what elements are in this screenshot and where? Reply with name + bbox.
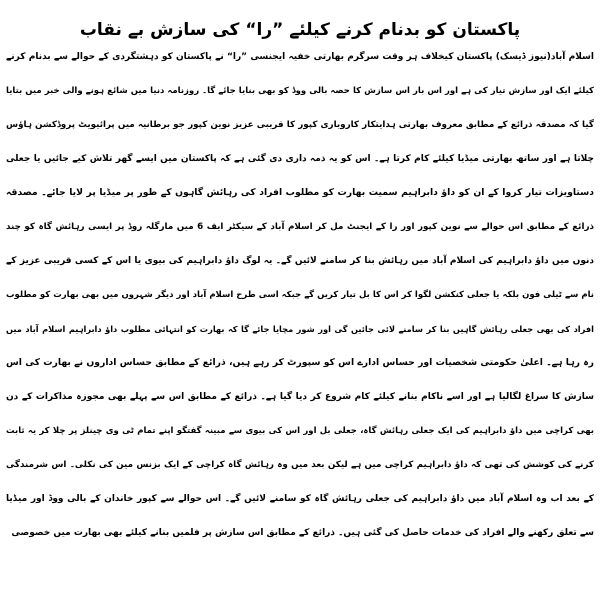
article-line: رہ رہا ہے۔ اعلیٰ حکومتی شخصیات اور حساس ادارے اس کو سپورٹ کر رہے ہیں، ذرائع کے مطابق حساس اداروں نے بھارت کی اس: [6, 357, 594, 368]
article-line: کے بعد اب وہ اسلام آباد میں داؤ دابراہیم کی جعلی رہائش گاہ کو سامنے لائیں گے۔ اس حوالے سے کپور خاندان کے بالی ووڈ اور میڈیا: [6, 494, 594, 504]
article-line: سے تعلق رکھنے والے افراد کی خدمات حاصل کی گئی ہیں۔ ذرائع کے مطابق اس سازش پر فلمیں بنانے کیلئے بھی بھارت میں خصوصی: [11, 528, 594, 538]
article-line: کیلئے ایک اور سازش تیار کی ہے اور اس بار اس سازش کا حصہ بالی ووڈ کو بھی بنایا جائے گا۔ روزنامہ دنیا میں شائع ہونے والی خبر میں بتایا: [6, 86, 594, 96]
article-line: ذرائع کے مطابق اس حوالے سے نوین کپور اور را کے ایجنٹ مل کر اسلام آباد کے سیکٹر ایف 6 میں مارگلہ روڈ پر ایسی رہائش گاہ کو چند: [6, 222, 594, 232]
article-line: کرنے کی کوشش کی تھی کہ داؤ دابراہیم کراچی میں ہے لیکن بعد میں وہ رہائش گاہ کراچی کے ایک بزنس مین کی نکلی۔ اس شرمندگی: [6, 460, 594, 470]
article-body: [6, 40, 594, 550]
article-line: نام سے ٹیلی فون بلکہ یا جعلی کنکشن لگوا کر اس کا بل تیار کریں گے جبکہ اسی طرح اسلام آباد اور دیگر شہروں میں بھی بھارت کو مطلوب: [6, 290, 594, 300]
article-line: دستاویزات تیار کروا کے ان کو داؤ دابراہیم سمیت بھارت کو مطلوب افراد کی رہائش گاہوں کے طور پر میڈیا پر لایا جائے۔ مصدقہ: [6, 187, 594, 198]
article-line: سازش کا سراغ لگالیا ہے اور اسے ناکام بنانے کیلئے کام شروع کر دیا گیا ہے۔ ذرائع کے مطابق اس سے پہلے بھی مجوزہ مذاکرات کے دن: [6, 392, 594, 402]
article-line: گیا کہ مصدقہ ذرائع کے مطابق معروف بھارتی ہدایتکار کاروباری کپور کا قریبی عزیز نوین کپور جو برطانیہ میں پرائیویٹ پروڈکشن ہاؤس: [6, 120, 594, 130]
article-headline: پاکستان کو بدنام کرنے کیلئے ”را“ کی سازش بے نقاب: [79, 20, 521, 41]
article-line: دنوں میں داؤ دابراہیم کی اسلام آباد میں رہائش بنا کر سامنے لائیں گے۔ یہ لوگ داؤ دابراہیم کی بیوی یا اس کے کسی قریبی عزیز کے: [6, 256, 594, 266]
article-line: بھی کراچی میں داؤ دابراہیم کی ایک جعلی رہائش گاہ، جعلی بل اور اس کی بیوی سے مبینہ گفتگو اپنے تمام ٹی وی چینلز پر چلا کر یہ ثابت: [6, 426, 594, 436]
article-line: اسلام آباد(نیوز ڈیسک) پاکستان کیخلاف ہر وقت سرگرم بھارتی خفیہ ایجنسی ”را“ نے پاکستان کو دہشتگردی کے حوالے سے بدنام کرنے: [6, 52, 594, 62]
article-line: افراد کی بھی جعلی رہائش گاہیں بنا کر سامنے لائی جائیں گی اور شور مچایا جائے گا کہ بھارت کو انتہائی مطلوب داؤ دابراہیم اسلام آباد میں: [6, 324, 594, 334]
article-line: چلاتا ہے اور ساتھ بھارتی میڈیا کیلئے کام کرتا ہے۔ اس کو یہ ذمہ داری دی گئی ہے کہ پاکستان میں ایسے گھر تلاش کیے جائیں یا جعلی: [6, 154, 594, 164]
